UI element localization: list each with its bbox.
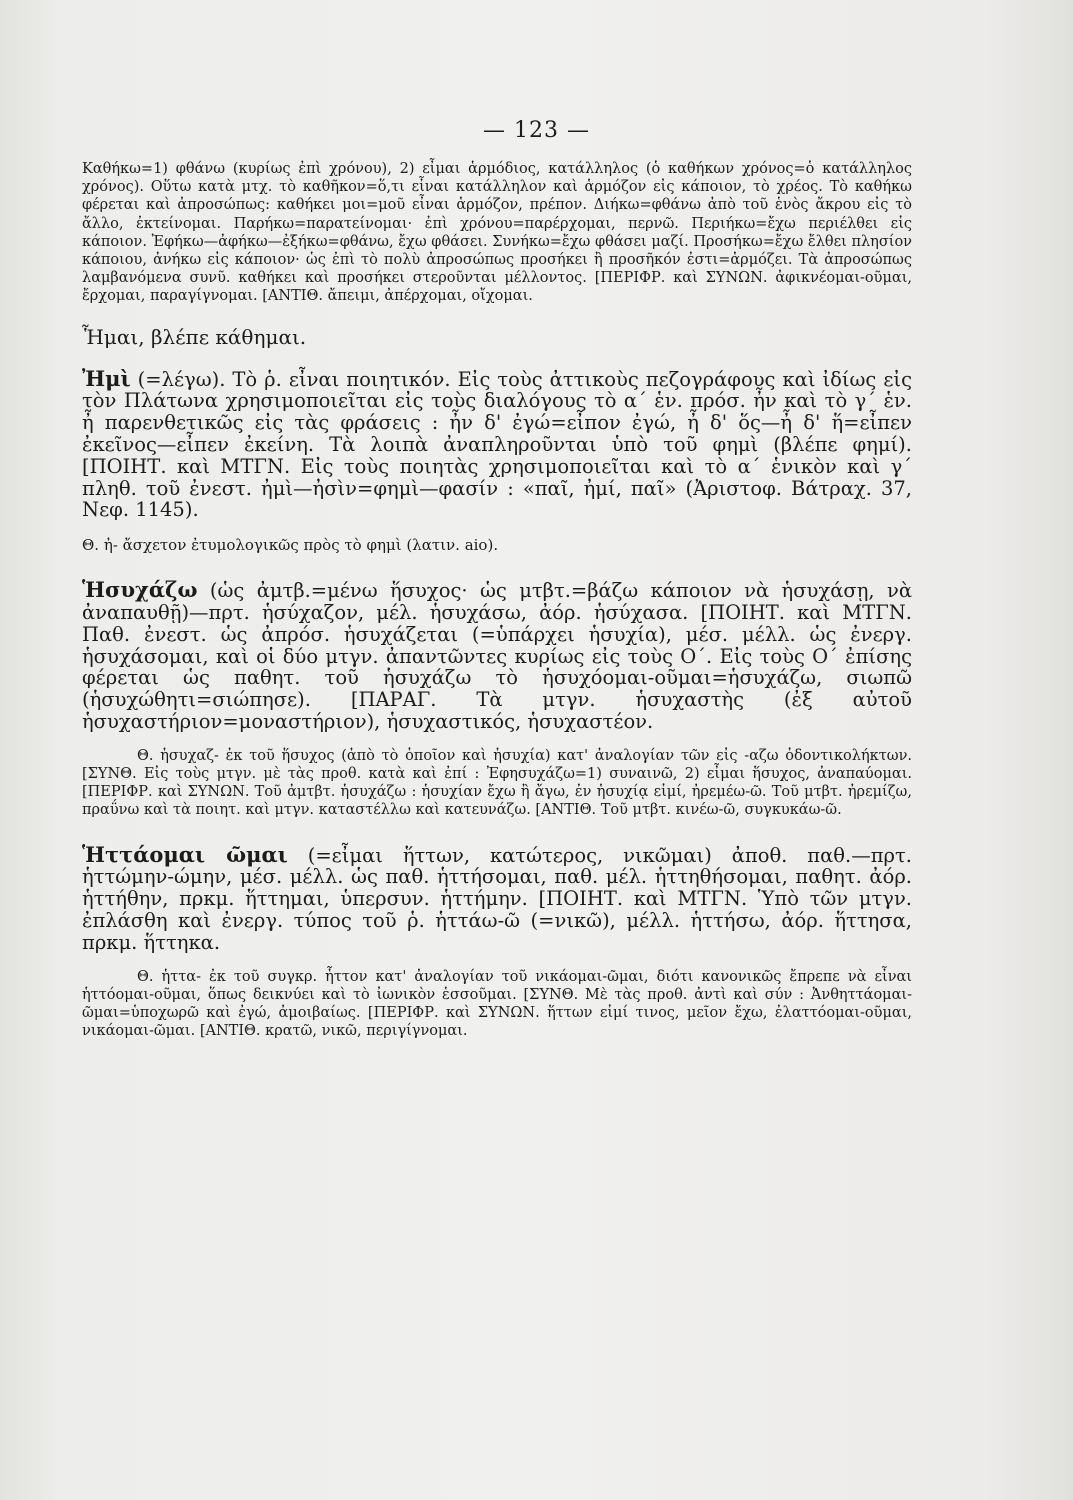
headword: Ἡσυχάζω — [82, 577, 198, 603]
headword: Ἡττάομαι ῶμαι — [82, 841, 288, 867]
entry-text: (=εἶμαι ἥττων, κατώτερος, νικῶμαι) ἀποθ. παθ.—πρτ. ἡττώμην-ώμην, μέσ. μέλλ. ὡς παθ. ἡττήσομαι, παθ. μέλ. ἡττηθήσομαι, παθητ. ἀόρ. ἡττήθην, πρκμ. ἥττημαι, ὑπερσυν. ἡττήμην. [ΠΟΙΗΤ. καὶ ΜΤΓΝ. Ὑπὸ τῶν μτγν. ἐπλάσθη καὶ ἐνεργ. τύπος τοῦ ῥ. ἡττάω-ῶ (=νικῶ), μέλλ. ἡττήσω, ἀόρ. ἥττησα, πρκμ. ἥττηκα. — [82, 843, 912, 954]
entry-body — [82, 579, 912, 733]
entry-body — [82, 365, 913, 522]
entry-kathekw — [82, 160, 912, 306]
etymology-note: Θ. ἡττα- ἐκ τοῦ συγκρ. ἧττον κατ' ἀναλογίαν τοῦ νικάομαι-ῶμαι, διότι κανονικῶς ἔπρεπε νὰ εἶναι ἡττόομαι-οῦμαι, ὅπως δεικνύει καὶ τὸ ἰωνικὸν ἑσσοῦμαι. [ΣΥΝΘ. Μὲ τὰς προθ. ἀντὶ καὶ σύν : Ἀνθηττάομαι-ῶμαι=ὑποχωρῶ καὶ ἐγώ, ἀμοιβαίως. [ΠΕΡΙΦΡ. καὶ ΣΥΝΩΝ. ἥττων εἰμί τινος, μεῖον ἔχω, ἐλαττόομαι-οῦμαι, νικάομαι-ῶμαι. [ΑΝΤΙΘ. κρατῶ, νικῶ, περιγίγνομαι. — [82, 968, 912, 1040]
etymology-note: Θ. ἡσυχαζ- ἐκ τοῦ ἥσυχος (ἀπὸ τὸ ὁποῖον καὶ ἡσυχία) κατ' ἀναλογίαν τῶν εἰς -αζω ὀδοντικολήκτων. [ΣΥΝΘ. Εἰς τοὺς μτγν. μὲ τὰς προθ. κατὰ καὶ ἐπί : Ἐφησυχάζω=1) συναινῶ, 2) εἶμαι ἥσυχος, ἀναπαύομαι. [ΠΕΡΙΦΡ. καὶ ΣΥΝΩΝ. Τοῦ ἀμτβτ. ἡσυχάζω : ἡσυχίαν ἔχω ἢ ἄγω, ἐν ἡσυχίᾳ εἰμί, ἠρεμέω-ῶ. Τοῦ μτβτ. ἠρεμίζω, πραΰνω καὶ τὰ ποιητ. καὶ μτγν. καταστέλλω καὶ κατευνάζω. [ΑΝΤΙΘ. Τοῦ μτβτ. κινέω-ῶ, συγκυκάω-ῶ. — [82, 747, 912, 819]
page-number: — 123 — — [483, 118, 590, 143]
entry-hettaomai — [82, 841, 912, 1041]
entry-text: Ἧμαι, βλέπε κάθημαι. — [82, 324, 307, 349]
entry-body — [82, 841, 912, 954]
text-column — [82, 160, 912, 1050]
etymology-note: Θ. ἠ- ἄσχετον ἐτυμολογικῶς πρὸς τὸ φημὶ (λατιν. aio). — [82, 536, 499, 555]
entry-hemai — [82, 324, 912, 350]
entry-emi — [82, 365, 913, 556]
entry-text: (=λέγω). Τὸ ῥ. εἶναι ποιητικόν. Εἰς τοὺς ἀττικοὺς πεζογράφους καὶ ἰδίως εἰς τὸν Πλάτωνα χρησιμοποιεῖται εἰς τοὺς διαλόγους τὸ α΄ ἑν. πρόσ. ἦν καὶ τὸ γ΄ ἑν. ἦ παρενθετικῶς εἰς τὰς φράσεις : ἦν δ' ἐγώ=εἶπον ἐγώ, ἦ δ' ὅς—ἦ δ' ἥ=εἶπεν ἐκεῖνος—εἶπεν ἐκείνη. Τὰ λοιπὰ ἀναπληροῦνται ὑπὸ τοῦ φημὶ (βλέπε φημί). [ΠΟΙΗΤ. καὶ ΜΤΓΝ. Εἰς τοὺς ποιητὰς χρησιμοποιεῖται καὶ τὸ α΄ ἑνικὸν καὶ γ΄ πληθ. τοῦ ἐνεστ. ἠμὶ—ἠσὶν=φημὶ—φασίν : «παῖ, ἠμί, παῖ» (Ἀριστοφ. Βάτραχ. 37, Νεφ. 1145). — [82, 367, 913, 522]
entry-hesychazo — [82, 579, 912, 819]
entry-text: Καθήκω=1) φθάνω (κυρίως ἐπὶ χρόνου), 2) εἶμαι ἁρμόδιος, κατάλληλος (ὁ καθήκων χρόνος=ὁ κατάλληλος χρόνος). Οὕτω κατὰ μτχ. τὸ καθῆκον=ὅ,τι εἶναι κατάλληλον καὶ ἁρμόζον εἰς κάποιον, τὸ χρέος. Τὸ καθήκω φέρεται καὶ ἀπροσώπως: καθήκει μοι=μοῦ εἶναι ἁρμόζον, πρέπον. Διήκω=φθάνω ἀπὸ τοῦ ἑνὸς ἄκρου εἰς τὸ ἄλλο, ἐκτείνομαι. Παρήκω=παρατείνομαι· ἐπὶ χρόνου=παρέρχομαι, περνῶ. Περιήκω=ἔχω περιέλθει εἰς κάποιον. Ἐφήκω—ἀφήκω—ἐξήκω=φθάνω, ἔχω φθάσει. Συνήκω=ἔχω φθάσει μαζί. Προσήκω=ἔχω ἔλθει πλησίον κάποιου, ἀνήκω εἰς κάποιον· ὡς ἐπὶ τὸ πολὺ ἀπροσώπως προσήκει ἢ προσῆκόν ἐστι=ἁρμόζει. Τὰ ἀπροσώπως λαμβανόμενα συνῦ. καθήκει καὶ προσήκει στεροῦνται μέλλοντος. [ΠΕΡΙΦΡ. καὶ ΣΥΝΩΝ. ἀφικνέομαι-οῦμαι, ἔρχομαι, παραγίγνομαι. [ΑΝΤΙΘ. ἄπειμι, ἀπέρχομαι, οἴχομαι. — [82, 161, 912, 305]
entry-text: (ὡς ἀμτβ.=μένω ἥσυχος· ὡς μτβτ.=βάζω κάποιον νὰ ἡσυχάσῃ, νὰ ἀναπαυθῇ)—πρτ. ἡσύχαζον, μέλ. ἡσυχάσω, ἀόρ. ἡσύχασα. [ΠΟΙΗΤ. καὶ ΜΤΓΝ. Παθ. ἐνεστ. ὡς ἀπρόσ. ἡσυχάζεται (=ὑπάρχει ἡσυχία), μέσ. μέλλ. ὡς ἐνεργ. ἡσυχάσομαι, καὶ οἱ δύο μτγν. ἀπαντῶντες κυρίως εἰς τοὺς Ο΄. Εἰς τοὺς Ο΄ ἐπίσης φέρεται ὡς παθητ. τοῦ ἡσυχάζω τὸ ἡσυχόομαι-οῦμαι=ἡσυχάζω, σιωπῶ (ἡσυχώθητι=σιώπησε). [ΠΑΡΑΓ. Τὰ μτγν. ἡσυχαστὴς (ἐξ αὐτοῦ ἡσυχαστήριον=μοναστήριον), ἡσυχαστικός, ἡσυχαστέον. — [82, 579, 912, 733]
headword: Ἠμὶ — [82, 365, 131, 391]
